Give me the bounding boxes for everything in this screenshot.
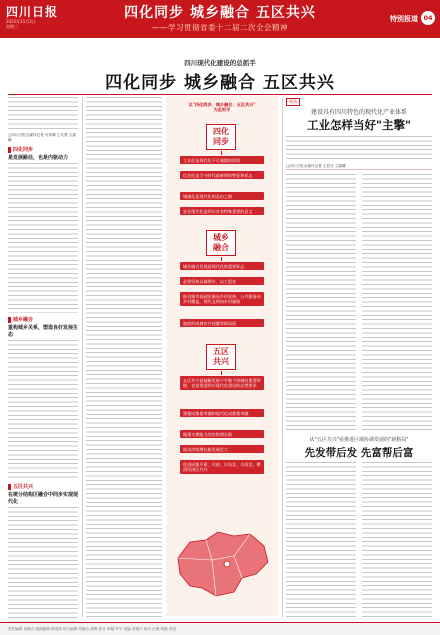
right-intro-text <box>286 136 432 162</box>
issue-date: 2022年11月2日 星期三 <box>6 19 36 29</box>
banner-subheadline: ——学习贯彻省委十二届二次全会精神 <box>152 23 288 32</box>
right-lower-text <box>286 462 356 618</box>
right-byline: □四川日报全媒体记者 王眉灵 文露曦 <box>286 164 346 168</box>
infographic-caption: 以"四化同步、城乡融合、五区共兴" 为总抓手 <box>188 102 256 112</box>
right-lower-left <box>286 462 356 618</box>
section-tag-2: 城乡融合 <box>8 316 78 323</box>
infographic-panel <box>166 96 278 616</box>
sichuan-map-illustration <box>172 528 272 600</box>
section-headline-3: 在统分结构区融合中同步实现现代化 <box>8 492 79 505</box>
column-divider <box>82 97 83 617</box>
right-article-title: 工业怎样当好"主擎" <box>307 118 411 132</box>
section-tag-1: 四化同步 <box>8 146 78 153</box>
connector-line <box>221 371 222 375</box>
title-rule <box>8 94 432 95</box>
section-body-1 <box>8 163 78 313</box>
left-column <box>8 97 78 617</box>
right-lower-text <box>362 462 432 618</box>
infographic-item: 推动次级增长极发展壮大 <box>180 445 264 453</box>
perspective-tag: 视角 <box>286 98 300 106</box>
connector-line <box>221 257 222 261</box>
section-body-3 <box>8 507 78 627</box>
page-number-badge: 04 <box>421 11 435 25</box>
middle-body-text <box>86 97 162 617</box>
connector-line <box>221 151 222 155</box>
group-label-four-modernizations: 四化 同步 <box>206 124 236 150</box>
column-divider <box>282 97 283 617</box>
right-body-text <box>286 174 356 432</box>
section-headline-2: 重构城乡关系，塑造良好发展生态 <box>8 325 79 338</box>
right-lower-right <box>362 462 432 618</box>
middle-column <box>86 97 162 617</box>
right-intro-box <box>286 134 432 170</box>
infographic-item: 做强支撑能力的次级增长极 <box>180 430 264 438</box>
infographic-item: 工业化是现代化不可逾越的阶段 <box>180 156 264 164</box>
right-article-kicker: 建设具有四川特色的现代化产业体系 <box>310 109 407 116</box>
banner-headline: 四化同步 城乡融合 五区共兴 <box>124 5 316 21</box>
masthead-banner <box>0 0 440 38</box>
infographic-item: 加快形成城乡共同繁荣新局面 <box>180 319 264 327</box>
intro-text <box>8 97 78 131</box>
right-second-title: 先发带后发 先富帮后富 <box>304 447 414 459</box>
right-body-left <box>286 174 356 432</box>
group-label-urban-rural: 城乡 融合 <box>206 230 236 256</box>
infographic-item: 五区共兴是破解发展不平衡不协调的重要举措，也是推进四川现代化建设的必然要求 <box>180 376 264 390</box>
right-second-kicker: 从"五区共兴"看推进区域协调发展的"新格局" <box>309 437 409 443</box>
infographic-item: 必须坚持以城带乡、以工促农 <box>180 277 264 285</box>
infographic-item: 促进成都平原、川南、川东北、川西北、攀西经济区共兴 <box>180 460 264 474</box>
right-body-right <box>362 174 432 432</box>
special-report-tag: 特别报道 <box>390 15 418 23</box>
infographic-item: 推动城市基础设施向乡村延伸，公共服务向乡村覆盖，现代文明向乡村辐射 <box>180 292 264 306</box>
article-title: 四化同步 城乡融合 五区共兴 <box>105 73 335 93</box>
newspaper-logo: 四川日报 <box>6 5 59 19</box>
section-tag-3: 五区共兴 <box>8 483 78 490</box>
article-kicker: 四川现代化建设的总抓手 <box>184 59 256 67</box>
infographic-item: 城镇化是现代化的必由之路 <box>180 192 264 200</box>
infographic-item: 建强成都都市圈和现代化成都都市圈 <box>180 409 264 417</box>
infographic-item: 信息化是当今时代最鲜明的特征和标志 <box>180 171 264 179</box>
infographic-item: 城乡融合发展是现代化的重要标志 <box>180 262 264 270</box>
right-body-text <box>362 174 432 432</box>
page-footer: 责任编辑 刘晓吉 版面编辑 彭国梁 执行编辑 刘晓吉 统筹 张芳 审稿 罗平 美编 曾德兴 校对 汪俊 排版 李进 <box>0 622 440 635</box>
section-body-2 <box>8 340 78 480</box>
group-label-five-regions: 五区 共兴 <box>206 344 236 370</box>
article-byline: □四川日报全媒体记者 付真卿 王代强 文露曦 <box>8 133 76 142</box>
section-headline-1: 是发展路径，也是内驱动力 <box>8 155 69 161</box>
infographic-item: 农业现代化是四川具有特殊重要的意义 <box>180 207 264 215</box>
